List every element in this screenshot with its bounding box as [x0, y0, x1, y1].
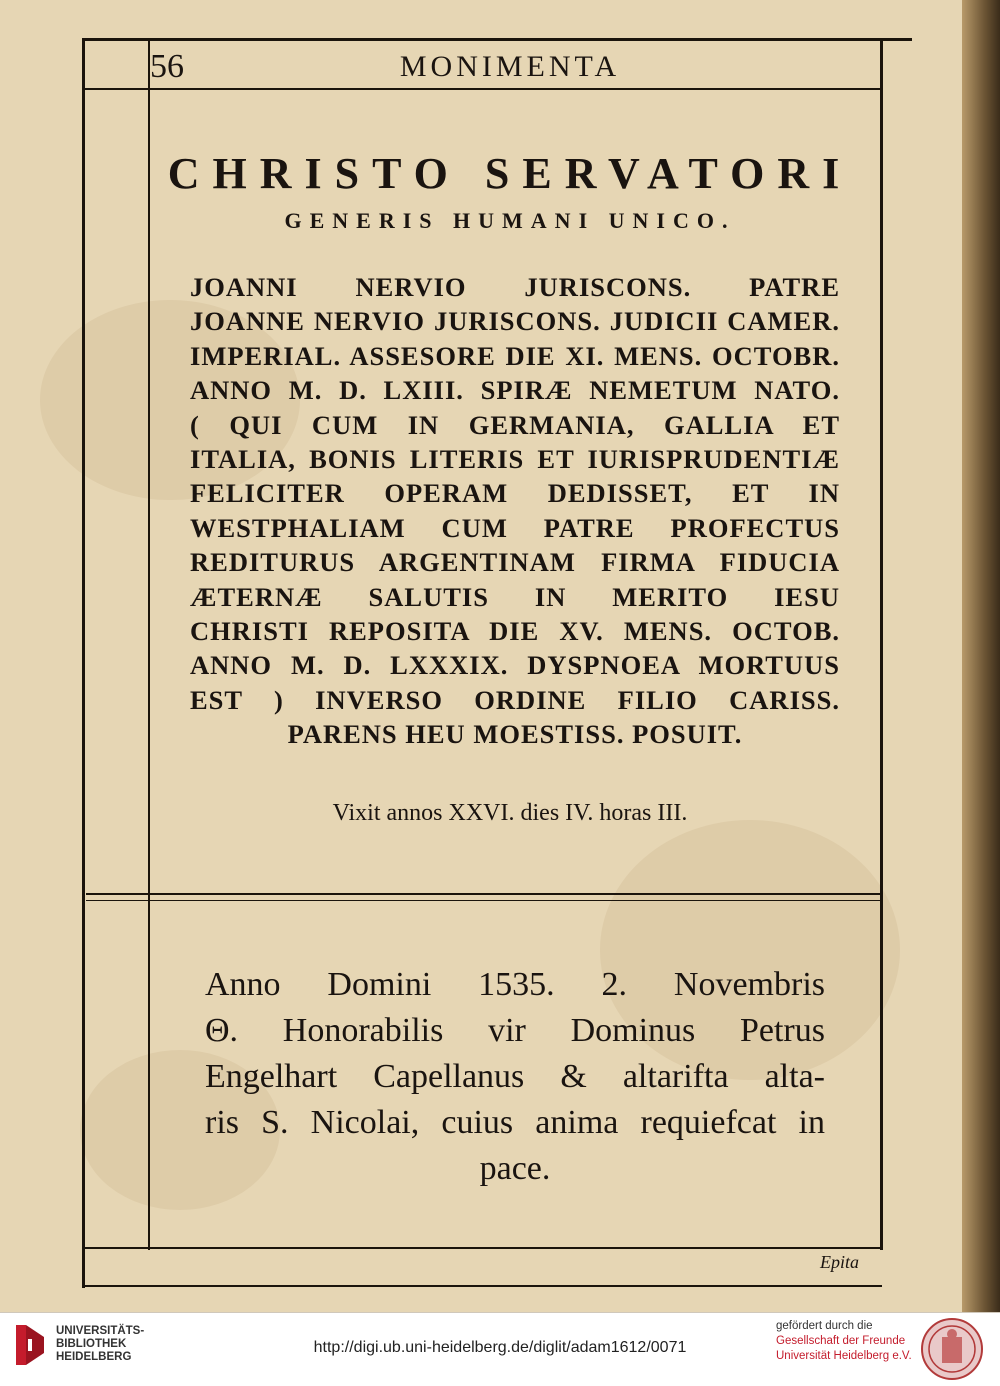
section-divider-double [86, 900, 882, 901]
inscription-line: FELICITER OPERAM DEDISSET, ET IN [190, 478, 840, 509]
inscription-line: IMPERIAL. ASSESORE DIE XI. MENS. OCTOBR. [190, 340, 840, 371]
frame-top-rule [82, 38, 912, 41]
section-divider [86, 893, 882, 895]
anno-line: Engelhart Capellanus & altarifta alta- [205, 1058, 825, 1095]
inscription-line: ÆTERNÆ SALUTIS IN MERITO IESU [190, 581, 840, 612]
permalink-url[interactable]: http://digi.ub.uni-heidelberg.de/diglit/adam1612/0071 [313, 1339, 687, 1356]
inscription-line: PARENS HEU MOESTISS. POSUIT. [287, 719, 743, 750]
footer-bar [0, 1312, 1000, 1386]
university-seal-icon [920, 1317, 984, 1381]
anno-line: ris S. Nicolai, cuius anima requiefcat in [205, 1104, 825, 1141]
epitaph-subtitle: GENERIS HUMANI UNICO. [284, 208, 736, 233]
library-name-line: HEIDELBERG [56, 1351, 132, 1363]
sponsor-line: Gesellschaft der Freunde [776, 1335, 906, 1347]
sponsor-text [776, 1319, 912, 1364]
sponsor-line: Universität Heidelberg e.V. [776, 1350, 912, 1362]
inscription-text [190, 270, 840, 752]
inscription-line: ITALIA, BONIS LITERIS ET IURISPRUDENTIÆ [190, 444, 840, 475]
anno-line: Anno Domini 1535. 2. Novembris [205, 966, 825, 1003]
inscription-line: WESTPHALIAM CUM PATRE PROFECTUS [190, 512, 840, 543]
page-number: 56 [150, 48, 184, 85]
inscription-line: JOANNE NERVIO JURISCONS. JUDICII CAMER. [190, 306, 840, 337]
frame-right-rule [880, 40, 883, 1250]
inscription-line: ( QUI CUM IN GERMANIA, GALLIA ET [190, 409, 840, 440]
frame-foot-rule [82, 1285, 882, 1287]
anno-paragraph [205, 962, 825, 1192]
running-head: MONIMENTA [399, 50, 621, 83]
inscription-line: JOANNI NERVIO JURISCONS. PATRE [190, 272, 840, 302]
inscription-line: ANNO M. D. LXXXIX. DYSPNOEA MORTUUS [190, 650, 840, 681]
inscription-line: EST ) INVERSO ORDINE FILIO CARISS. [190, 684, 840, 715]
inscription-line: CHRISTI REPOSITA DIE XV. MENS. OCTOB. [190, 616, 840, 647]
epitaph-title: CHRISTO SERVATORI [167, 149, 853, 198]
anno-line: Θ. Honorabilis vir Dominus Petrus [205, 1012, 825, 1049]
anno-line: pace. [479, 1150, 551, 1187]
frame-header-rule [82, 88, 882, 90]
frame-bottom-rule [82, 1247, 882, 1249]
page-edge-shadow [962, 0, 1000, 1312]
frame-left-rule [82, 38, 85, 1288]
library-name-line: BIBLIOTHEK [56, 1338, 127, 1350]
inscription-line: ANNO M. D. LXIII. SPIRÆ NEMETUM NATO. [190, 375, 840, 406]
library-name-line: UNIVERSITÄTS- [56, 1325, 145, 1337]
catchword: Epita [820, 1252, 859, 1272]
sponsor-intro: gefördert durch die [776, 1320, 873, 1332]
inscription-line: REDITURUS ARGENTINAM FIRMA FIDUCIA [190, 547, 840, 578]
vixit-line: Vixit annos XXVI. dies IV. horas III. [332, 800, 688, 826]
